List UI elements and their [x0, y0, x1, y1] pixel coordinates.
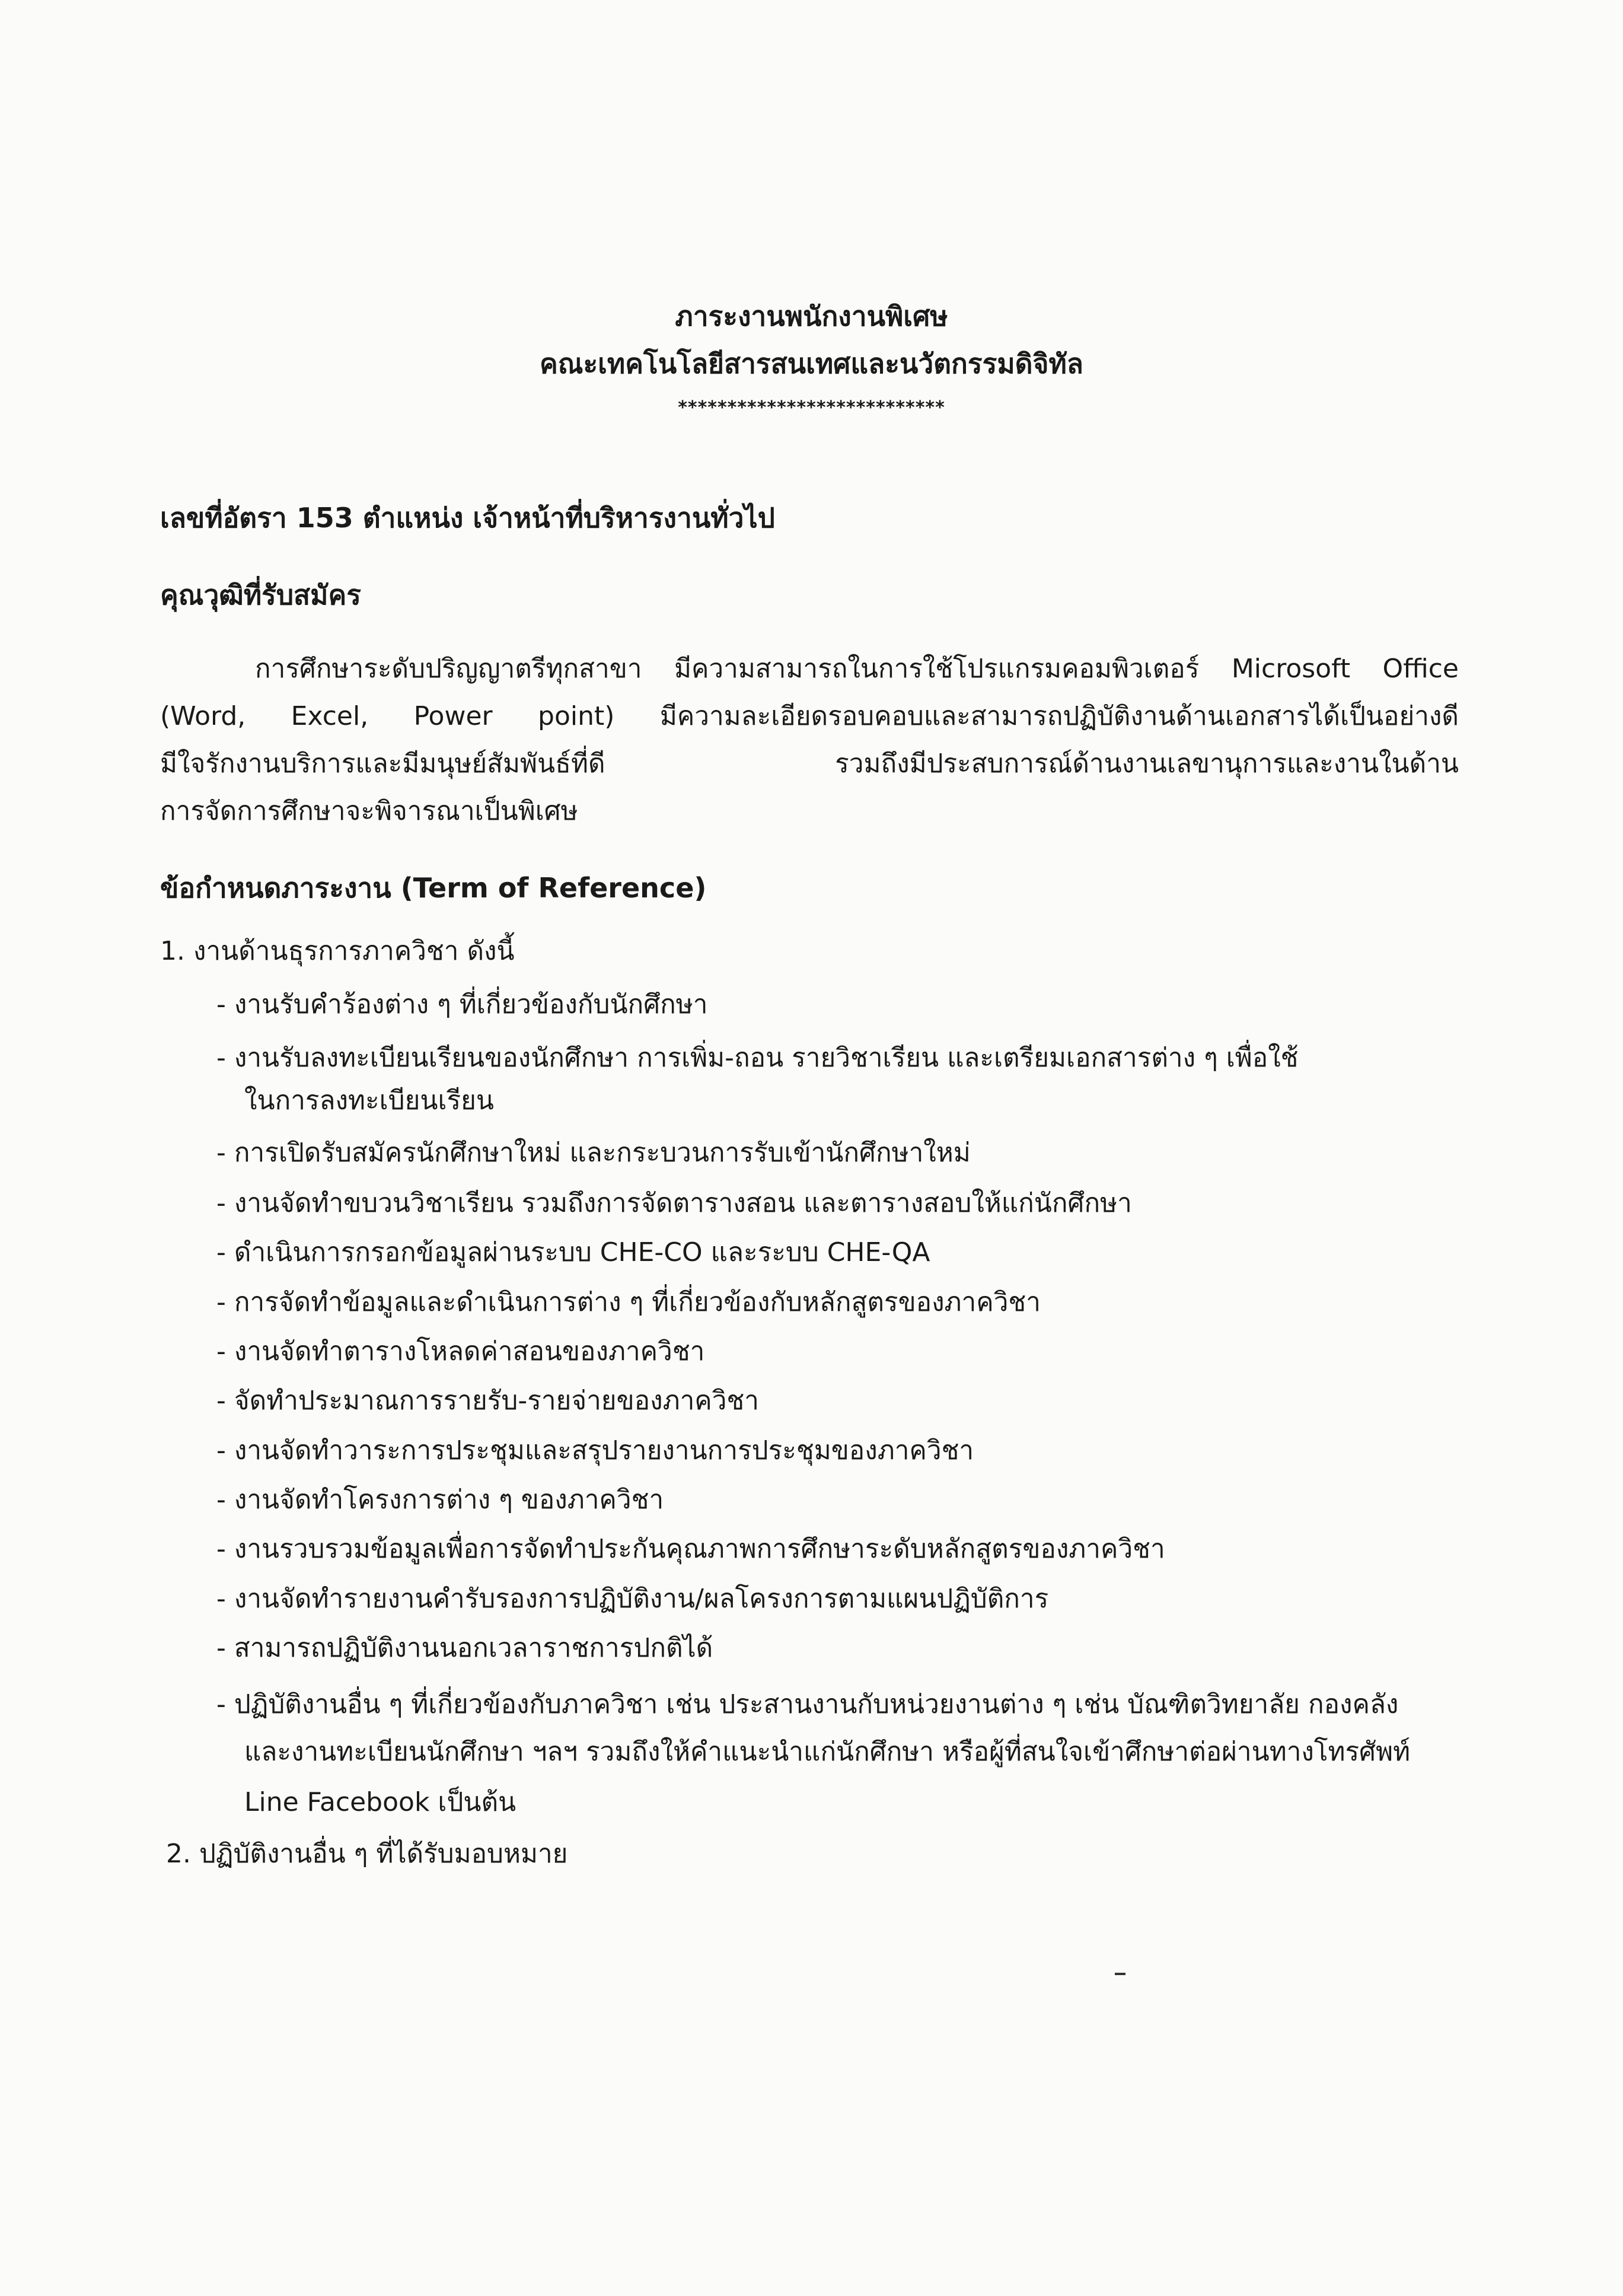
tor-bullet: - งานจัดทำตารางโหลดค่าสอนของภาควิชา [216, 1336, 705, 1367]
tor-bullet: - งานรับคำร้องต่าง ๆ ที่เกี่ยวข้องกับนักศึกษา [216, 989, 708, 1020]
tor-bullet: - งานจัดทำวาระการประชุมและสรุปรายงานการประชุมของภาควิชา [216, 1435, 974, 1466]
tor-bullet-continuation: ในการลงทะเบียนเรียน [244, 1085, 494, 1116]
tor-bullet: - ปฏิบัติงานอื่น ๆ ที่เกี่ยวข้องกับภาควิชา เช่น ประสานงานกับหน่วยงานต่าง ๆ เช่น บัณฑิตวิทยาลัย กองคลัง [216, 1689, 1399, 1719]
tor-bullet: - สามารถปฏิบัติงานนอกเวลาราชการปกติได้ [216, 1633, 713, 1663]
tor-bullet: - งานรับลงทะเบียนเรียนของนักศึกษา การเพิ่ม-ถอน รายวิชาเรียน และเตรียมเอกสารต่าง ๆ เพื่อใช้ [216, 1043, 1299, 1073]
tor-bullet: - จัดทำประมาณการรายรับ-รายจ่ายของภาควิชา [216, 1386, 759, 1416]
qualifications-line: มีใจรักงานบริการและมีมนุษย์สัมพันธ์ที่ดี รวมถึงมีประสบการณ์ด้านงานเลขานุการและงานในด้าน [160, 749, 1459, 779]
tor-bullet: - งานจัดทำโครงการต่าง ๆ ของภาควิชา [216, 1485, 664, 1515]
tor-heading: ข้อกำหนดภาระงาน (Term of Reference) [160, 872, 707, 904]
title-separator: *************************** [678, 397, 945, 418]
qualifications-line: (Word, Excel, Power point) มีความละเอียดรอบคอบและสามารถปฏิบัติงานด้านเอกสารได้เป็นอย่างดี [160, 701, 1459, 731]
qualifications-line: การศึกษาระดับปริญญาตรีทุกสาขา มีความสามารถในการใช้โปรแกรมคอมพิวเตอร์ Microsoft Office [255, 654, 1459, 684]
tor-bullet: - งานจัดทำรายงานคำรับรองการปฏิบัติงาน/ผลโครงการตามแผนปฏิบัติการ [216, 1584, 1049, 1614]
tor-bullet: - งานจัดทำขบวนวิชาเรียน รวมถึงการจัดตารางสอน และตารางสอบให้แก่นักศึกษา [216, 1188, 1132, 1218]
position-heading: เลขที่อัตรา 153 ตำแหน่ง เจ้าหน้าที่บริหารงานทั่วไป [160, 502, 775, 534]
tor-bullet-continuation: และงานทะเบียนนักศึกษา ฯลฯ รวมถึงให้คำแนะนำแก่นักศึกษา หรือผู้ที่สนใจเข้าศึกษาต่อผ่านทางโทรศัพท์ [244, 1737, 1411, 1767]
qualifications-line: การจัดการศึกษาจะพิจารณาเป็นพิเศษ [160, 796, 578, 826]
tor-bullet: - การเปิดรับสมัครนักศึกษาใหม่ และกระบวนการรับเข้านักศึกษาใหม่ [216, 1138, 971, 1168]
tor-bullet: - งานรวบรวมข้อมูลเพื่อการจัดทำประกันคุณภาพการศึกษาระดับหลักสูตรของภาควิชา [216, 1534, 1165, 1564]
faculty-name: คณะเทคโนโลยีสารสนเทศและนวัตกรรมดิจิทัล [540, 348, 1083, 380]
tor-bullet: - การจัดทำข้อมูลและดำเนินการต่าง ๆ ที่เกี่ยวข้องกับหลักสูตรของภาควิชา [216, 1287, 1041, 1317]
tor-item-2: 2. ปฏิบัติงานอื่น ๆ ที่ได้รับมอบหมาย [166, 1839, 568, 1869]
document-title: ภาระงานพนักงานพิเศษ [675, 300, 948, 332]
tor-item-1: 1. งานด้านธุรการภาควิชา ดังนี้ [160, 936, 515, 966]
stray-mark [1115, 1973, 1125, 1975]
qualifications-paragraph [160, 645, 1459, 835]
qualifications-heading: คุณวุฒิที่รับสมัคร [160, 579, 361, 611]
tor-bullet-continuation: Line Facebook เป็นต้น [244, 1787, 516, 1817]
tor-bullet: - ดำเนินการกรอกข้อมูลผ่านระบบ CHE-CO และระบบ CHE-QA [216, 1237, 930, 1268]
